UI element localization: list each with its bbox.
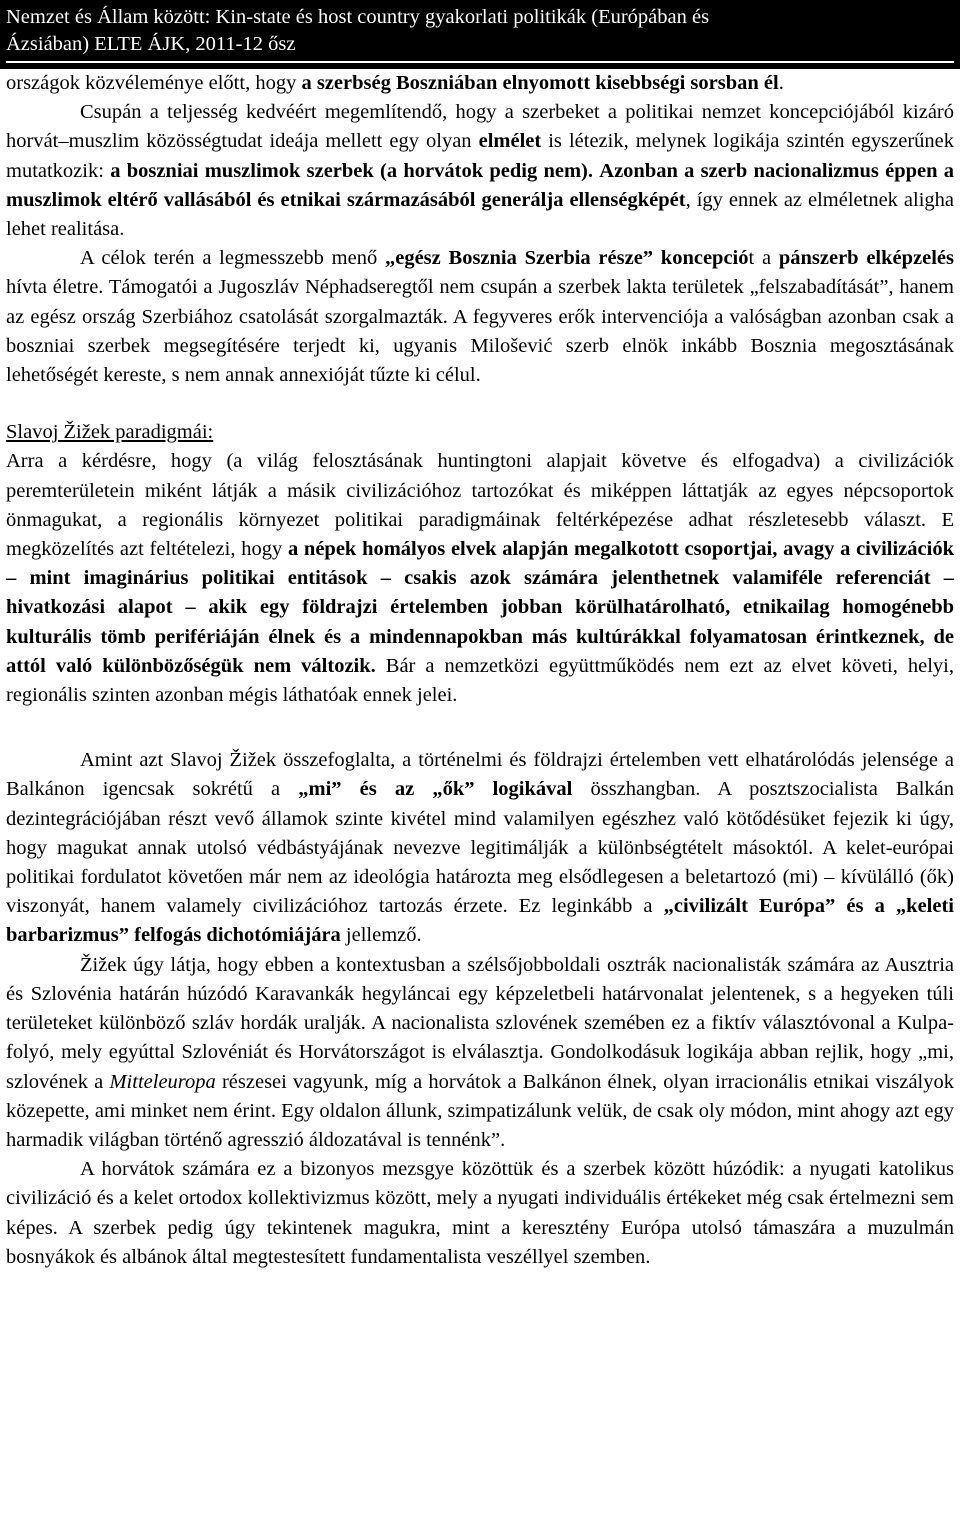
paragraph-4 xyxy=(6,447,954,710)
text-run: országok közvéleménye előtt, hogy xyxy=(6,72,302,94)
text-run: Amint azt Slavoj Žižek összefoglalta, a történelmi és földrajzi értelemben vett elhatárolódás jelensége a Balkánon igencsak sokrétű a xyxy=(6,749,954,801)
document-body xyxy=(0,69,960,1272)
paragraph-5 xyxy=(6,746,954,950)
text-run: hívta életre. Támogatói a Jugoszláv Néphadseregtől nem csupán a szerbek lakta területek „felszabadítását”, hanem az egész ország Szerbiához csatolását szorgalmazták. A fegyveres erők intervenciója a valóságban azonban csak a boszniai szerbek megsegítésére terjedt ki, ugyanis Milošević szerb elnök inkább Bosznia megosztásának lehetőségét kereste, s nem annak annexióját tűzte ki célul. xyxy=(6,276,954,387)
paragraph-3 xyxy=(6,244,954,390)
bold-run: a szerbség Boszniában elnyomott kisebbségi sorsban él xyxy=(301,72,779,94)
header-line-2: Ázsiában) ELTE ÁJK, 2011-12 ősz xyxy=(6,33,296,55)
bold-run: „mi” és az „ők” logikával xyxy=(298,778,573,801)
text-run: Csupán a teljesség kedvéért megemlítendő, hogy a szerbeket a politikai nemzet koncepciójából kizáró horvát–muszlim közösségtudat ideája mellett egy olyan xyxy=(6,101,954,153)
bold-run: Azonban a szerb nacionalizmus éppen a muszlimok eltérő vallásából és etnikai származásából generálja ellenségképét xyxy=(6,159,954,211)
text-run: A célok terén a legmesszebb menő xyxy=(80,247,385,270)
bold-run: „civilizált Európa” és a „keleti barbarizmus” felfogás dichotómiájára xyxy=(6,895,954,947)
paragraph-7 xyxy=(6,1155,954,1272)
document-header xyxy=(0,0,960,69)
text-run: jellemző. xyxy=(340,924,422,947)
text-run: A horvátok számára ez a bizonyos mezsgye közöttük és a szerbek között húzódik: a nyugati katolikus civilizáció és a kelet ortodox kollektivizmus között, mely a nyugati individuális értékeket még csak értelmezni sem képes. A szerbek pedig úgy tekintenek magukra, mint a keresztény Európa utolsó támaszára a muzulmán bosnyákok és albánok által megtestesített fundamentalista veszéllyel szemben. xyxy=(6,1158,954,1268)
spacer xyxy=(6,390,954,418)
text-run: , így ennek az elméletnek aligha lehet realitása. xyxy=(6,188,954,241)
section-heading: Slavoj Žižek paradigmái: xyxy=(6,421,214,444)
spacer xyxy=(6,710,954,746)
header-line-1: Nemzet és Állam között: Kin-state és host country gyakorlati politikák (Európában és xyxy=(6,6,710,28)
text-run: Arra a kérdésre, hogy (a világ felosztásának huntingtoni alapjait követve és elfogadva) a civilizációk peremterületein miként látják a másik civilizációhoz tartozókat és miképpen láttatják az egyes népcsoportok önmagukat, a regionális környezet politikai paradigmáinak feltérképezése adhat részletesebb választ. E megközelítés azt feltételezi, hogy xyxy=(6,450,954,561)
text-run: összhangban. A posztszocialista Balkán dezintegrációjában részt vevő államok szinte kivétel mind valamilyen egészhez való kötődésüket fejezik ki úgy, hogy magukat annak utolsó védbástyájának nevezve legitimálják a különbségtételt másoktól. A kelet-európai politikai fordulatot követően már nem az ideológia határozta meg elsődlegesen a beletartozó (mi) – kívülálló (ők) viszonyát, hanem valamely civilizációhoz tartozás érzete. Ez leginkább a xyxy=(6,778,954,918)
text-run: Bár a nemzetközi együttműködés nem ezt az elvet követi, helyi, regionális szinten azonban mégis láthatóak ennek jelei. xyxy=(6,654,954,707)
paragraph-6 xyxy=(6,951,954,1155)
text-run: részesei vagyunk, míg a horvátok a Balkánon élnek, olyan irracionális etnikai viszályok közepette, ami minket nem érint. Egy oldalon állunk, szimpatizálunk velük, de csak oly módon, mint ahogy azt egy harmadik világban történő agresszió áldozatával is tennénk”. xyxy=(6,1070,954,1151)
text-run: . xyxy=(778,72,784,94)
bold-run: pánszerb elképzelés xyxy=(778,247,954,270)
paragraph-1 xyxy=(6,69,954,98)
paragraph-2 xyxy=(6,98,954,244)
bold-run: elmélet xyxy=(478,130,542,153)
text-run: t a xyxy=(748,247,779,270)
italic-run: Mitteleuropa xyxy=(109,1070,216,1093)
bold-run: „egész Bosznia Szerbia része” koncepció xyxy=(384,247,749,270)
bold-run: a népek homályos elvek alapján megalkotott csoportjai, avagy a civilizációk – mint imaginárius politikai entitások – csakis azok számára jelenthetnek valamiféle referenciát – hivatkozási alapot – akik egy földrajzi értelemben jobban körülhatárolható, etnikailag homogénebb kulturális tömb perifériáján élnek és a mindennapokban más kultúrákkal folyamatosan érintkeznek, de attól való különbözőségük nem változik. xyxy=(6,538,954,677)
header-rule xyxy=(6,61,954,63)
text-run: Žižek úgy látja, hogy ebben a kontextusban a szélsőjobboldali osztrák nacionalisták számára az Ausztria és Szlovénia határán húzódó Karavankák hegyláncai egy képzeletbeli határvonalat jelentenek, s a hegyeken túli területeket különböző szláv hordák uralják. A nacionalista szlovének szemében ez a fiktív választóvonal a Kulpa-folyó, mely egyúttal Szlovéniát és Horvátországot is elválasztja. Gondolkodásuk logikája abban rejlik, hogy „mi, szlovének a xyxy=(6,953,954,1093)
text-run: is létezik, melynek logikája szintén egyszerűnek mutatkozik: xyxy=(6,130,954,182)
bold-run: a boszniai muszlimok szerbek (a horvátok pedig nem). xyxy=(110,159,593,182)
